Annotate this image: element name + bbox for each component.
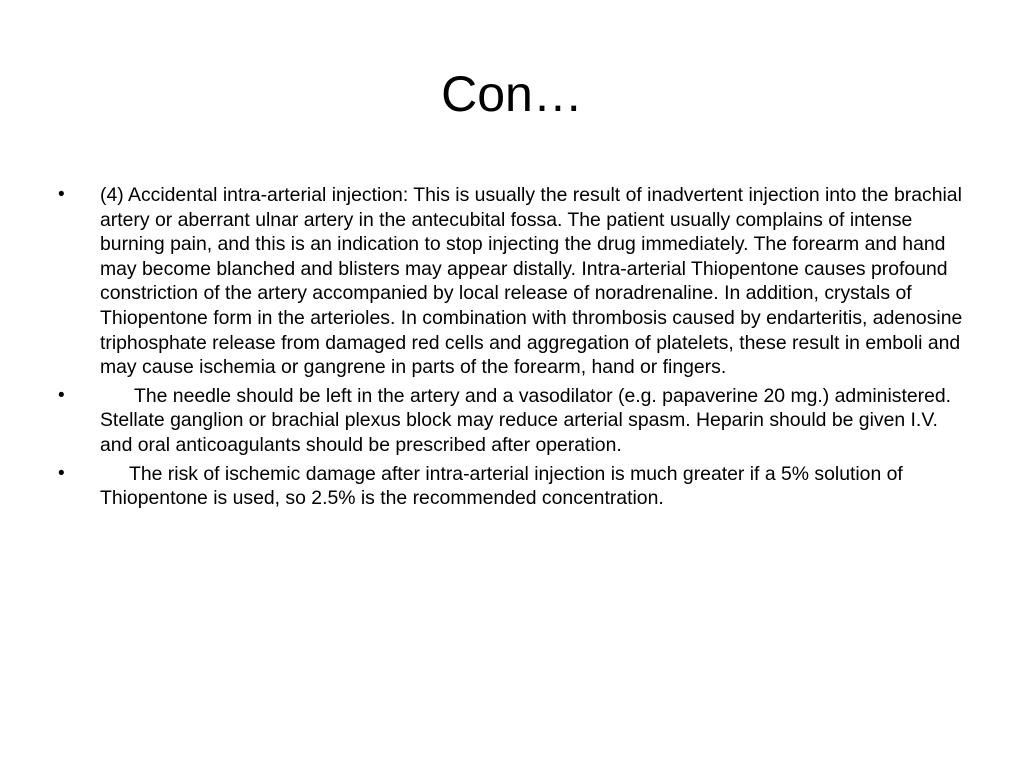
bullet-dot-icon: •: [58, 384, 65, 406]
bullet-item-intra-arterial-injection: [58, 183, 970, 380]
bullet-text: (4) Accidental intra-arterial injection: This is usually the result of inadvertent injection into the brachial artery or aberrant ulnar artery in the antecubital fossa. The patient usually complains of intense burning pain, and this is an indication to stop injecting the drug immediately. The forearm and hand may become blanched and blisters may appear distally. Intra-arterial Thiopentone causes profound constriction of the artery accompanied by local release of noradrenaline. In addition, crystals of Thiopentone form in the arterioles. In combination with thrombosis caused by endarteritis, adenosine triphosphate release from damaged red cells and aggregation of platelets, these result in emboli and may cause ischemia or gangrene in parts of the forearm, hand or fingers.: [100, 184, 963, 379]
slide-title: Con…: [441, 66, 583, 122]
bullet-item-risk: [58, 462, 970, 511]
bullet-dot-icon: •: [58, 184, 65, 205]
bullet-list: [58, 183, 970, 515]
bullet-text: The needle should be left in the artery and a vasodilator (e.g. papaverine 20 mg.) administered. Stellate ganglion or brachial plexus block may reduce arterial spasm. Heparin should be given I.V. and oral anticoagulants should be prescribed after operation.: [100, 384, 952, 456]
bullet-text: The risk of ischemic damage after intra-arterial injection is much greater if a 5% solution of Thiopentone is used, so 2.5% is the recommended concentration.: [100, 462, 903, 510]
bullet-item-treatment: [58, 384, 970, 458]
bullet-dot-icon: •: [58, 462, 65, 484]
